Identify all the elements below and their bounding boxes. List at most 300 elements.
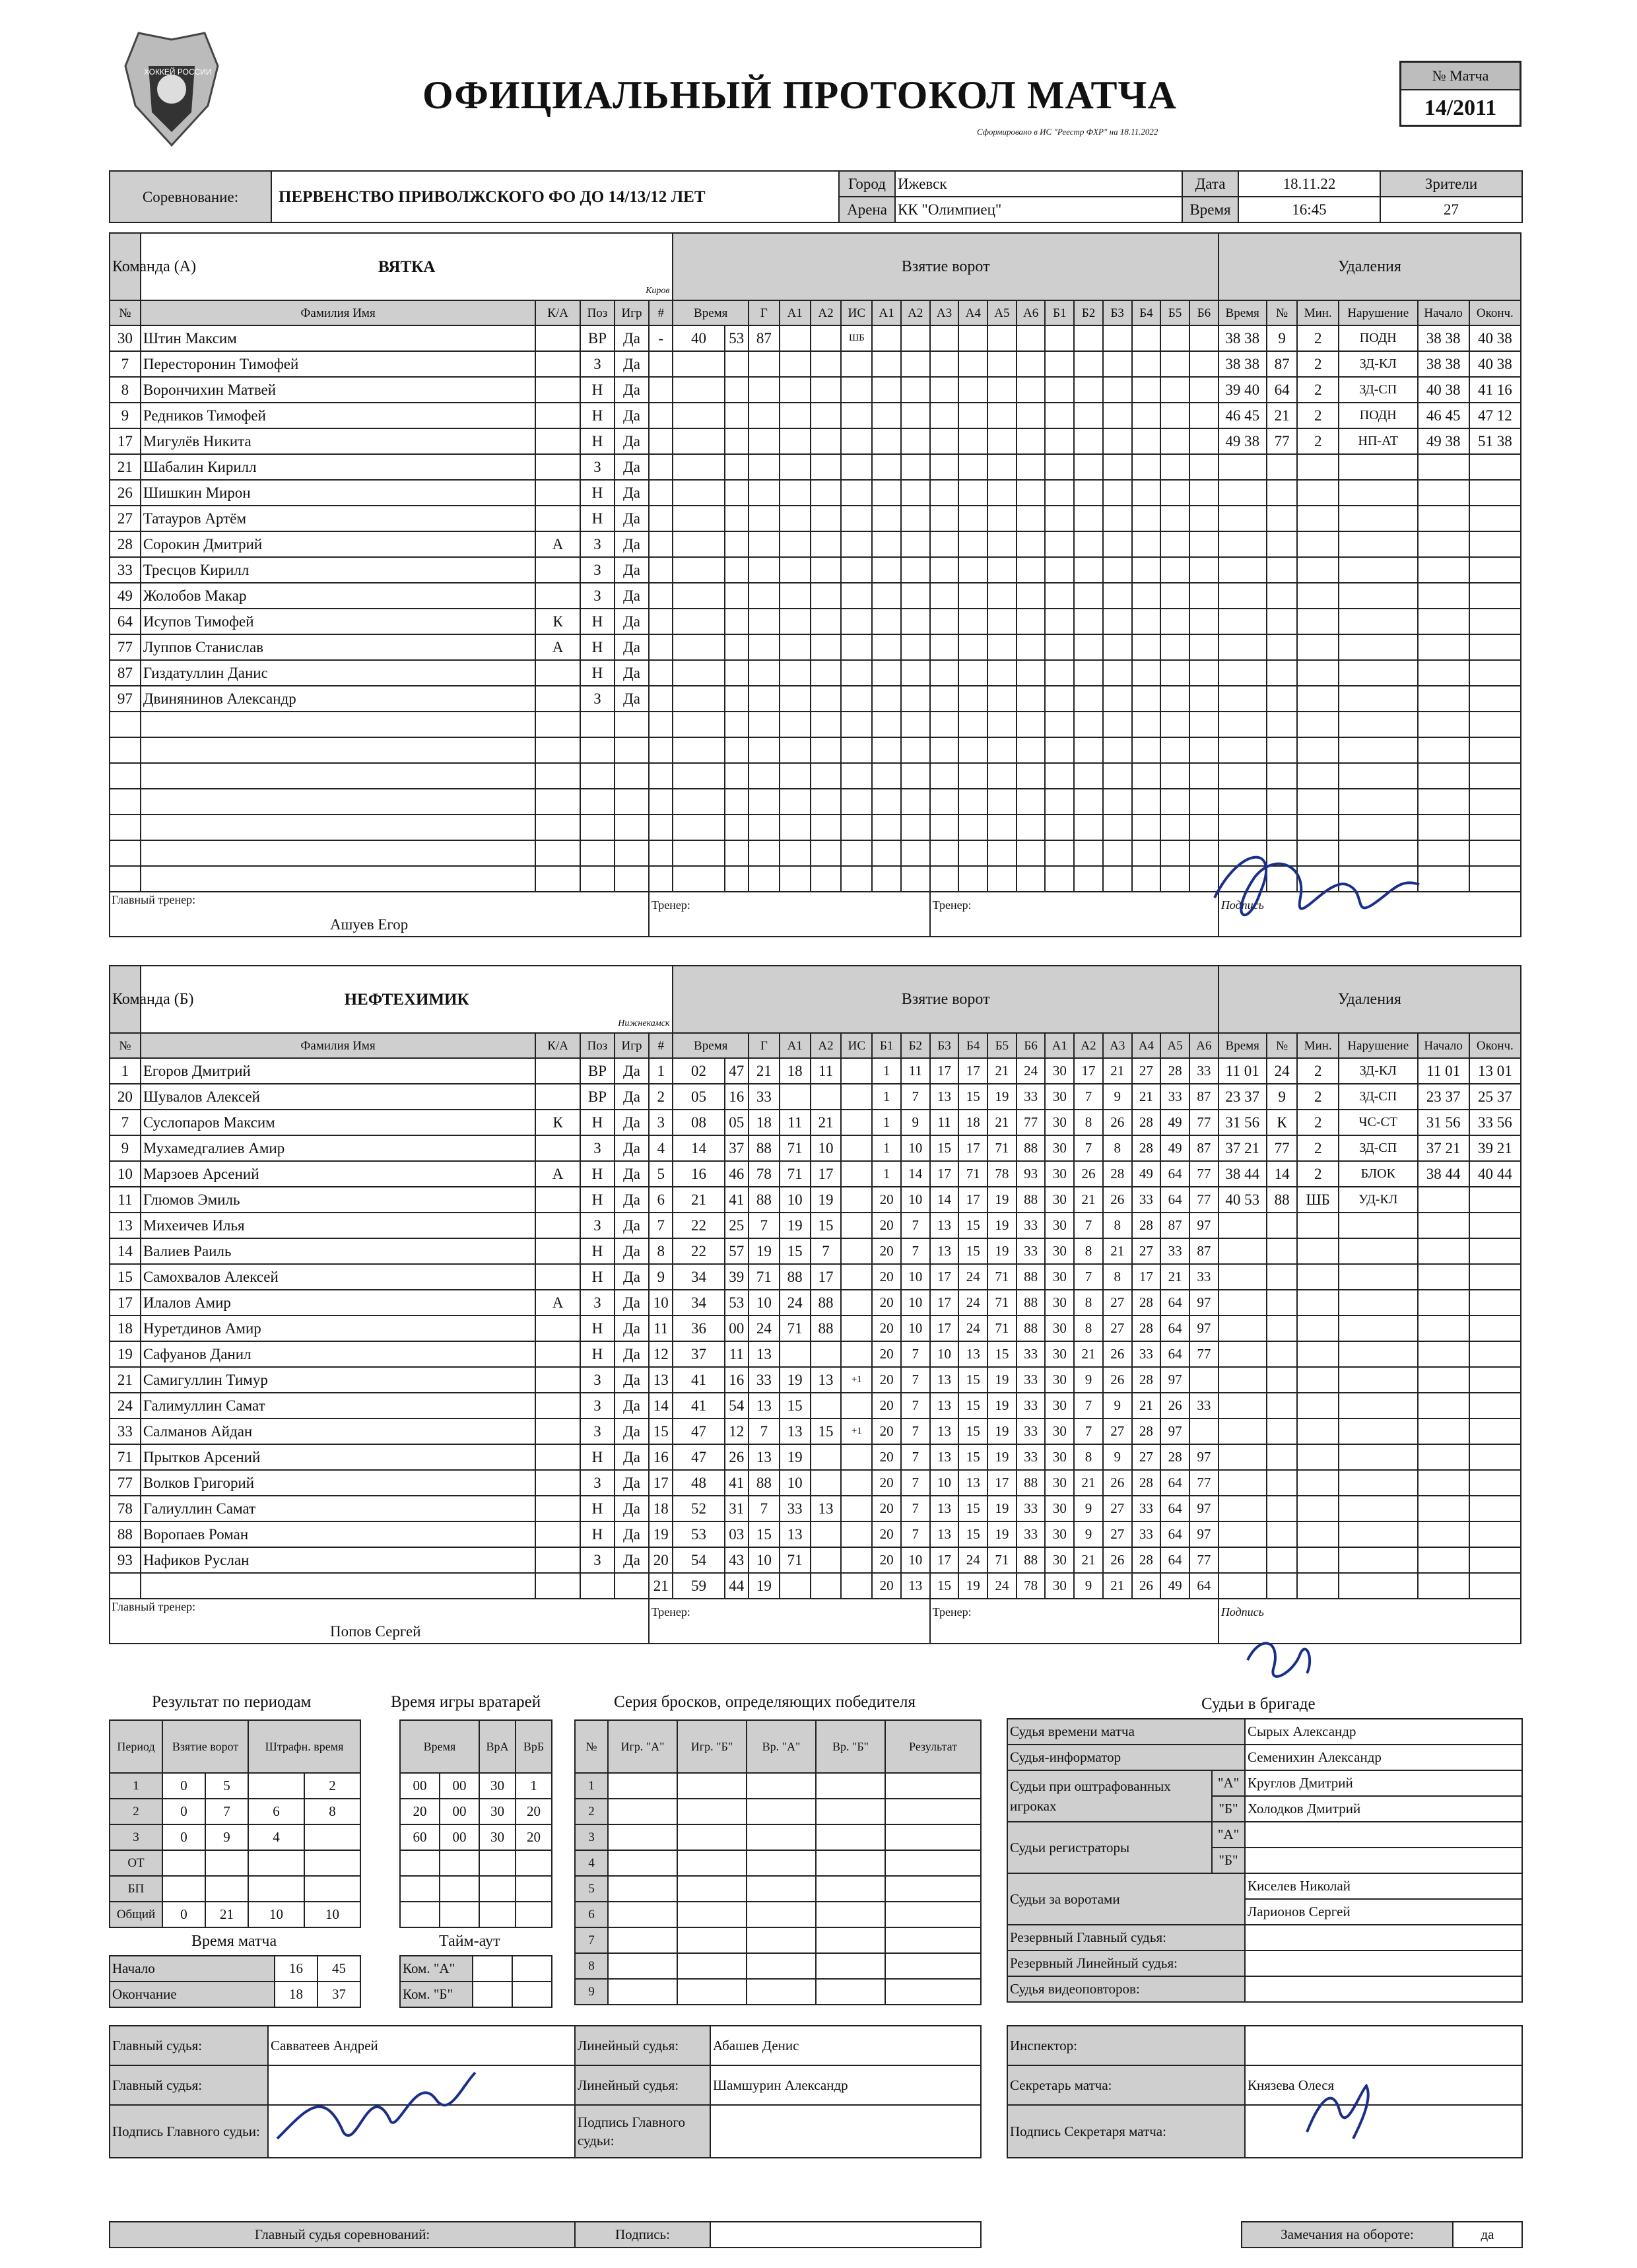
- team-a-label: Команда (А): [110, 233, 141, 300]
- penalty-minutes: [1297, 1496, 1338, 1521]
- on-ice-player: 33: [1017, 1213, 1046, 1238]
- goal-assist-2: [811, 609, 842, 634]
- on-ice-player: [872, 866, 901, 892]
- penalty-start: [1418, 1470, 1469, 1496]
- goal-second: [725, 763, 749, 789]
- on-ice-player: [901, 557, 930, 583]
- player-name: Сорокин Дмитрий: [141, 531, 535, 557]
- on-ice-player: 20: [872, 1316, 901, 1341]
- goal-second: 53: [725, 325, 749, 351]
- penalty-start: [1418, 1496, 1469, 1521]
- player-played: [615, 866, 649, 892]
- goalie-second: [440, 1902, 479, 1927]
- on-ice-player: [1103, 866, 1132, 892]
- penalty-time: [1219, 1341, 1267, 1367]
- on-ice-player: 20: [872, 1470, 901, 1496]
- col-onice-left-1: Б2: [901, 1033, 930, 1058]
- penalty-end: [1469, 1135, 1521, 1161]
- penalty-end: [1469, 866, 1521, 892]
- player-name: Валиев Раиль: [141, 1238, 535, 1264]
- col-onice-left-5: Б6: [1017, 1033, 1046, 1058]
- col-g-a1: А1: [780, 300, 811, 325]
- on-ice-player: 1: [872, 1084, 901, 1110]
- player-role: [535, 1444, 580, 1470]
- on-ice-player: [1045, 428, 1074, 454]
- penalty-end: [1469, 737, 1521, 763]
- player-name: Гиздатуллин Данис: [141, 660, 535, 686]
- player-played: Да: [615, 428, 649, 454]
- on-ice-player: [1132, 480, 1161, 506]
- table-row: [110, 1316, 1521, 1341]
- table-row: [110, 1290, 1521, 1316]
- penalty-player: [1267, 1393, 1298, 1418]
- goal-second: [725, 634, 749, 660]
- penalty-second: 53: [1244, 1191, 1260, 1208]
- on-ice-player: 17: [958, 1187, 987, 1213]
- shootout-cell: [608, 1953, 677, 1979]
- on-ice-player: 19: [987, 1521, 1017, 1547]
- on-ice-player: 20: [872, 1418, 901, 1444]
- player-number: 9: [110, 403, 141, 428]
- penalty-violation: ЗД-СП: [1339, 1084, 1418, 1110]
- shootout-cell: [608, 1902, 677, 1927]
- goal-assist-1: 33: [780, 1496, 811, 1521]
- goal-situation: [841, 789, 872, 815]
- on-ice-player: [872, 480, 901, 506]
- on-ice-player: 17: [1132, 1264, 1161, 1290]
- penalty-end-minute: 47: [1477, 407, 1493, 424]
- col-g-g: Г: [749, 1033, 780, 1058]
- on-ice-player: [901, 531, 930, 557]
- goal-second: 26: [725, 1444, 749, 1470]
- penalty-minutes: [1297, 531, 1338, 557]
- on-ice-player: [1017, 660, 1046, 686]
- penalty-violation: [1339, 1547, 1418, 1573]
- goal-second: [725, 840, 749, 866]
- on-ice-player: [1017, 480, 1046, 506]
- goal-assist-2: [811, 480, 842, 506]
- player-role: [535, 737, 580, 763]
- player-role: [535, 1135, 580, 1161]
- on-ice-player: [901, 480, 930, 506]
- player-role: [535, 377, 580, 403]
- player-role: [535, 480, 580, 506]
- player-role: [535, 840, 580, 866]
- on-ice-player: 18: [958, 1110, 987, 1135]
- goal-assist-2: [811, 557, 842, 583]
- head-coach-label: Главный тренер:: [112, 893, 196, 906]
- penalty-violation: ЗД-КЛ: [1339, 1058, 1418, 1084]
- goalie-second: 00: [440, 1799, 479, 1824]
- player-played: Да: [615, 1341, 649, 1367]
- player-name: Сафуанов Данил: [141, 1341, 535, 1367]
- player-number: 9: [110, 1135, 141, 1161]
- on-ice-player: [958, 480, 987, 506]
- penalty-minutes: 2: [1297, 325, 1338, 351]
- penalty-box-label: Судьи при оштрафованных игроках: [1007, 1770, 1212, 1822]
- player-played: [615, 815, 649, 840]
- penalty-player: [1267, 1521, 1298, 1547]
- on-ice-player: 64: [1160, 1316, 1189, 1341]
- on-ice-player: [1160, 377, 1189, 403]
- on-ice-player: 9: [1074, 1573, 1103, 1599]
- shootout-header-1: Игр. "А": [608, 1720, 677, 1773]
- goal-minute: [673, 377, 724, 403]
- penalty-player: [1267, 1367, 1298, 1393]
- goal-assist-1: [780, 815, 811, 840]
- goal-scorer: 10: [749, 1547, 780, 1573]
- on-ice-player: [987, 737, 1017, 763]
- head-coach-cell: [110, 1599, 649, 1644]
- goal-situation: [841, 866, 872, 892]
- goal-scorer: [749, 531, 780, 557]
- goal-scorer: 13: [749, 1444, 780, 1470]
- goal-assist-2: [811, 660, 842, 686]
- on-ice-player: [872, 712, 901, 737]
- penalty-player: 9: [1267, 325, 1298, 351]
- penalty-start: [1418, 1341, 1469, 1367]
- period-label: 2: [110, 1799, 162, 1824]
- penalty-minute: 40: [1225, 1191, 1241, 1208]
- penalty-end-second: 38: [1496, 356, 1512, 372]
- goal-second: 57: [725, 1238, 749, 1264]
- goal-second: 25: [725, 1213, 749, 1238]
- on-ice-player: [930, 763, 959, 789]
- on-ice-player: [1017, 377, 1046, 403]
- on-ice-player: 13: [930, 1393, 959, 1418]
- on-ice-player: [930, 634, 959, 660]
- player-role: [535, 557, 580, 583]
- penalty-start: [1418, 1547, 1469, 1573]
- player-played: Да: [615, 1418, 649, 1444]
- goal-number: 7: [649, 1213, 673, 1238]
- penalty-violation: [1339, 1496, 1418, 1521]
- on-ice-player: 26: [1103, 1367, 1132, 1393]
- player-position: З: [580, 686, 615, 712]
- on-ice-player: [1045, 866, 1074, 892]
- player-position: Н: [580, 660, 615, 686]
- col-onice-left-5: А6: [1017, 300, 1046, 325]
- penalty-violation: НП-АТ: [1339, 428, 1418, 454]
- goal-assist-1: 71: [780, 1316, 811, 1341]
- penalty-minute: 49: [1225, 433, 1241, 450]
- player-position: Н: [580, 377, 615, 403]
- on-ice-player: 10: [901, 1547, 930, 1573]
- penalty-time: [1219, 403, 1267, 428]
- col-p-end: Оконч.: [1469, 300, 1521, 325]
- generated-note: Сформировано в ИС "Реестр ФХР" на 18.11.2022: [977, 127, 1158, 137]
- goal-minute: [673, 686, 724, 712]
- player-name: Глюмов Эмиль: [141, 1187, 535, 1213]
- on-ice-player: 33: [1017, 1084, 1046, 1110]
- penalty-player: [1267, 557, 1298, 583]
- on-ice-player: 17: [930, 1058, 959, 1084]
- col-onice-right-2: Б3: [1103, 300, 1132, 325]
- penalty-start-second: 38: [1445, 382, 1461, 398]
- period-pim-b: [304, 1876, 360, 1902]
- on-ice-player: 9: [901, 1110, 930, 1135]
- penalty-end: [1469, 1161, 1521, 1187]
- on-ice-player: 20: [872, 1393, 901, 1418]
- player-role: [535, 1341, 580, 1367]
- on-ice-player: 33: [1017, 1367, 1046, 1393]
- penalty-start: [1418, 1187, 1469, 1213]
- col-p-no: №: [1267, 1033, 1298, 1058]
- competition-judge-label: Главный судья соревнований:: [110, 2222, 575, 2248]
- player-role: [535, 1213, 580, 1238]
- table-row: [110, 789, 1521, 815]
- shootout-cell: [608, 1979, 677, 2005]
- period-pim-header: Штрафн. время: [248, 1720, 360, 1773]
- goal-second: [725, 531, 749, 557]
- on-ice-player: [1132, 428, 1161, 454]
- goalie-b: [516, 1902, 552, 1927]
- goal-number: [649, 866, 673, 892]
- goal-number: [649, 634, 673, 660]
- shootout-cell: [816, 1773, 885, 1799]
- player-played: Да: [615, 325, 649, 351]
- table-row: [575, 1824, 981, 1850]
- on-ice-player: 30: [1045, 1238, 1074, 1264]
- shootout-cell: [747, 1979, 816, 2005]
- goal-number: [649, 403, 673, 428]
- goal-minute: [673, 351, 724, 377]
- penalty-start: [1418, 609, 1469, 634]
- goal-minute: [673, 557, 724, 583]
- on-ice-player: [901, 428, 930, 454]
- on-ice-player: [1132, 712, 1161, 737]
- on-ice-player: [930, 506, 959, 531]
- player-role: [535, 1084, 580, 1110]
- on-ice-player: 13: [930, 1084, 959, 1110]
- player-role: К: [535, 609, 580, 634]
- goal-second: [725, 428, 749, 454]
- on-ice-player: 7: [901, 1084, 930, 1110]
- on-ice-player: 30: [1045, 1393, 1074, 1418]
- col-onice-left-2: А3: [930, 300, 959, 325]
- goal-second: 16: [725, 1084, 749, 1110]
- player-played: Да: [615, 583, 649, 609]
- shootout-cell: [885, 1876, 981, 1902]
- on-ice-player: [1132, 634, 1161, 660]
- reserve-line-label: Резервный Линейный судья:: [1007, 1951, 1245, 1976]
- penalty-end: [1469, 1367, 1521, 1393]
- goal-number: 12: [649, 1341, 673, 1367]
- player-role: [535, 1496, 580, 1521]
- on-ice-player: [901, 712, 930, 737]
- table-row: [110, 1876, 360, 1902]
- informer-name: Семенихин Александр: [1245, 1745, 1522, 1770]
- penalty-violation: [1339, 1213, 1418, 1238]
- penalty-start: [1418, 1393, 1469, 1418]
- on-ice-player: [1017, 557, 1046, 583]
- on-ice-player: 88: [1017, 1135, 1046, 1161]
- start-label: Начало: [110, 1956, 275, 1982]
- goal-scorer: [749, 763, 780, 789]
- col-onice-right-5: Б6: [1189, 300, 1219, 325]
- player-played: Да: [615, 1161, 649, 1187]
- goal-number: [649, 737, 673, 763]
- goal-second: [725, 712, 749, 737]
- goal-assist-1: [780, 840, 811, 866]
- period-goals-b: 21: [205, 1902, 248, 1927]
- on-ice-player: [987, 557, 1017, 583]
- on-ice-player: 27: [1103, 1290, 1132, 1316]
- penalty-player: [1267, 815, 1298, 840]
- shootout-cell: [747, 1876, 816, 1902]
- on-ice-player: 88: [1017, 1547, 1046, 1573]
- goalie-minute: 00: [400, 1773, 440, 1799]
- on-ice-player: 87: [1189, 1238, 1219, 1264]
- on-ice-player: [1132, 737, 1161, 763]
- col-g-no: #: [649, 1033, 673, 1058]
- player-played: Да: [615, 1367, 649, 1393]
- goal-second: [725, 506, 749, 531]
- on-ice-player: [872, 840, 901, 866]
- coach-1-label: Тренер:: [651, 1605, 690, 1618]
- on-ice-player: [1045, 634, 1074, 660]
- goal-assist-1: [780, 609, 811, 634]
- signature-main-judge: [264, 2059, 488, 2158]
- goal-assist-2: [811, 763, 842, 789]
- sign-secretary-label: Подпись Секретаря матча:: [1007, 2105, 1245, 2158]
- penalty-violation: [1339, 737, 1418, 763]
- on-ice-player: 20: [872, 1341, 901, 1367]
- goal-assist-1: 15: [780, 1238, 811, 1264]
- penalty-second: 37: [1244, 1088, 1260, 1105]
- goal-second: 12: [725, 1418, 749, 1444]
- coach-2-cell: [930, 1599, 1219, 1644]
- player-position: З: [580, 1418, 615, 1444]
- on-ice-player: 71: [987, 1290, 1017, 1316]
- table-row: [110, 686, 1521, 712]
- on-ice-player: [872, 377, 901, 403]
- penalty-minute: 39: [1225, 382, 1241, 398]
- table-row: [110, 1341, 1521, 1367]
- table-row: [110, 531, 1521, 557]
- on-ice-player: 7: [901, 1341, 930, 1367]
- on-ice-player: 30: [1045, 1110, 1074, 1135]
- player-role: [535, 1521, 580, 1547]
- on-ice-player: [958, 815, 987, 840]
- on-ice-player: [958, 531, 987, 557]
- periods-table: [109, 1719, 361, 1928]
- goal-minute: 52: [673, 1496, 724, 1521]
- shootout-cell: [677, 1953, 747, 1979]
- on-ice-player: [1017, 428, 1046, 454]
- penalty-player: [1267, 1290, 1298, 1316]
- goal-minute: 34: [673, 1264, 724, 1290]
- match-number-box: [1399, 61, 1521, 127]
- on-ice-player: 30: [1045, 1316, 1074, 1341]
- penalty-time: [1219, 325, 1267, 351]
- player-number: 27: [110, 506, 141, 531]
- table-row: [400, 1773, 552, 1799]
- on-ice-player: [1132, 789, 1161, 815]
- on-ice-player: [1045, 403, 1074, 428]
- penalty-time: [1219, 1418, 1267, 1444]
- table-row: [110, 1496, 1521, 1521]
- on-ice-player: [1045, 377, 1074, 403]
- penalty-violation: [1339, 1316, 1418, 1341]
- on-ice-player: [1189, 763, 1219, 789]
- goal-scorer: 88: [749, 1187, 780, 1213]
- team-a-table: [109, 232, 1521, 937]
- player-played: Да: [615, 1393, 649, 1418]
- goal-judge-1: Киселев Николай: [1245, 1873, 1522, 1899]
- on-ice-player: 64: [1160, 1161, 1189, 1187]
- goal-minute: [673, 789, 724, 815]
- goal-minute: 48: [673, 1470, 724, 1496]
- on-ice-player: [1160, 763, 1189, 789]
- on-ice-player: [958, 789, 987, 815]
- on-ice-player: 88: [1017, 1187, 1046, 1213]
- player-name: Егоров Дмитрий: [141, 1058, 535, 1084]
- col-p-min: Мин.: [1297, 300, 1338, 325]
- goalie-second: [440, 1876, 479, 1902]
- period-label: 1: [110, 1773, 162, 1799]
- referees-title: Судьи в бригаде: [1201, 1695, 1316, 1713]
- player-position: Н: [580, 480, 615, 506]
- player-role: А: [535, 1290, 580, 1316]
- on-ice-player: 14: [930, 1187, 959, 1213]
- goal-situation: [841, 557, 872, 583]
- goalie-second: 00: [440, 1824, 479, 1850]
- on-ice-player: 10: [930, 1341, 959, 1367]
- penalty-end-second: 21: [1496, 1140, 1512, 1156]
- end-minute: 37: [317, 1982, 360, 2007]
- on-ice-player: 26: [1103, 1547, 1132, 1573]
- shootout-cell: [677, 1850, 747, 1876]
- on-ice-player: 20: [872, 1187, 901, 1213]
- on-ice-player: [1160, 403, 1189, 428]
- player-role: [535, 1418, 580, 1444]
- goalie-time-header: Время: [400, 1720, 479, 1773]
- coach-2-label: Тренер:: [932, 1605, 972, 1618]
- goal-assist-2: [811, 351, 842, 377]
- on-ice-player: [1132, 815, 1161, 840]
- penalty-start: [1418, 1161, 1469, 1187]
- on-ice-player: 64: [1160, 1547, 1189, 1573]
- on-ice-player: 26: [1103, 1110, 1132, 1135]
- goal-scorer: 88: [749, 1470, 780, 1496]
- on-ice-player: [1160, 686, 1189, 712]
- on-ice-player: [1160, 840, 1189, 866]
- player-played: [615, 1573, 649, 1599]
- team-a-name: [141, 233, 673, 300]
- goal-assist-1: 10: [780, 1187, 811, 1213]
- goal-situation: [841, 1135, 872, 1161]
- goal-second: 44: [725, 1573, 749, 1599]
- on-ice-player: [1189, 737, 1219, 763]
- team-b-name: [141, 966, 673, 1033]
- penalty-minutes: 2: [1297, 351, 1338, 377]
- on-ice-player: 28: [1132, 1213, 1161, 1238]
- goal-number: [649, 557, 673, 583]
- goal-assist-1: [780, 506, 811, 531]
- shootout-cell: [885, 1773, 981, 1799]
- on-ice-player: [1160, 634, 1189, 660]
- on-ice-player: 19: [987, 1367, 1017, 1393]
- player-played: Да: [615, 1213, 649, 1238]
- goal-minute: [673, 583, 724, 609]
- shootout-cell: [816, 1953, 885, 1979]
- on-ice-player: [1074, 583, 1103, 609]
- penalty-end: [1469, 1393, 1521, 1418]
- on-ice-player: 33: [1017, 1418, 1046, 1444]
- penalty-second: 38: [1244, 330, 1260, 347]
- penalty-minutes: [1297, 1290, 1338, 1316]
